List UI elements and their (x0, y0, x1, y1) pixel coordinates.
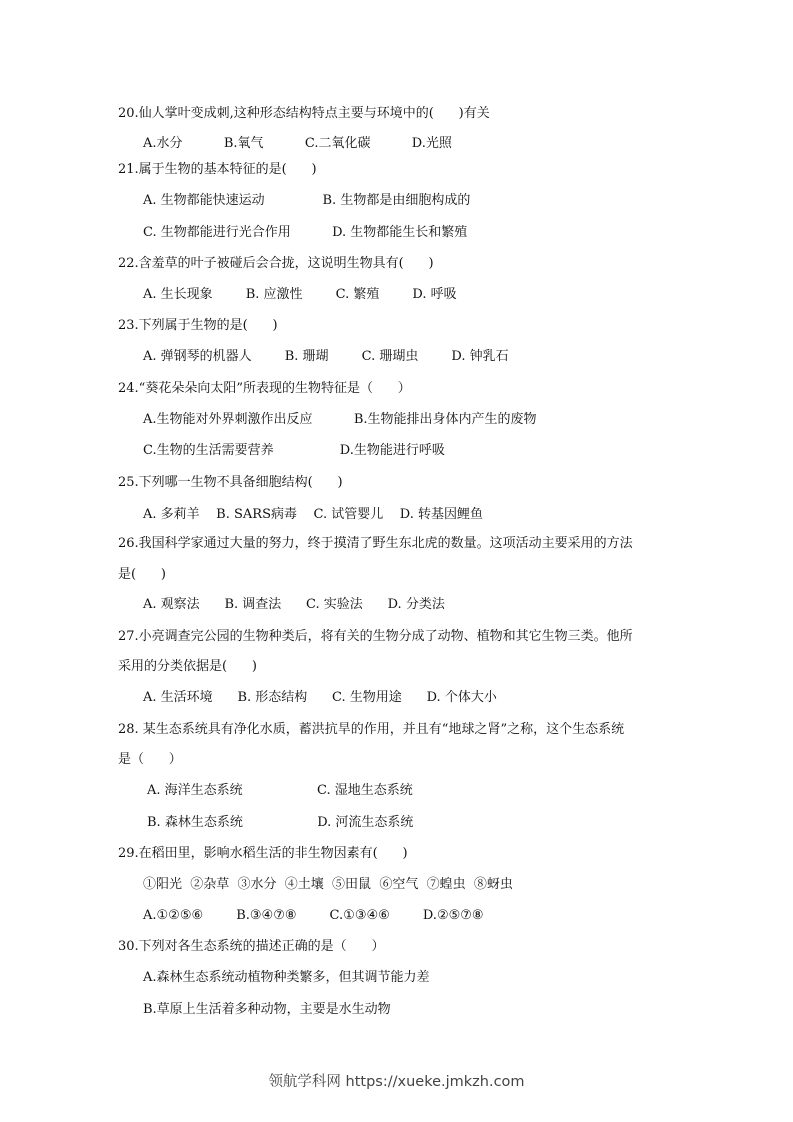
question-26-stem: 26.我国科学家通过大量的努力，终于摸清了野生东北虎的数量。这项活动主要采用的方法 (118, 536, 633, 551)
question-29-stem: 29.在稻田里，影响水稻生活的非生物因素有( ) (118, 846, 408, 861)
question-21-options-cd: C. 生物都能进行光合作用 D. 生物都能生长和繁殖 (143, 225, 468, 240)
question-28-stem-cont: 是（ ） (118, 752, 182, 767)
question-23-options: A. 弹钢琴的机器人 B. 珊瑚 C. 珊瑚虫 D. 钟乳石 (143, 349, 509, 364)
question-24-stem: 24.“葵花朵朵向太阳”所表现的生物特征是（ ） (118, 381, 411, 396)
question-21-stem: 21.属于生物的基本特征的是( ) (118, 162, 317, 177)
question-28-options-bd: B. 森林生态系统 D. 河流生态系统 (147, 815, 414, 830)
question-24-options-ab: A.生物能对外界刺激作出反应 B.生物能排出身体内产生的废物 (143, 412, 537, 427)
question-22-stem: 22.含羞草的叶子被碰后会合拢，这说明生物具有( ) (118, 256, 434, 271)
question-29-options: A.①②⑤⑥ B.③④⑦⑧ C.①③④⑥ D.②⑤⑦⑧ (143, 908, 484, 923)
question-21-options-ab: A. 生物都能快速运动 B. 生物都是由细胞构成的 (143, 193, 471, 208)
footer-watermark: 领航学科网 https://xueke.jmkzh.com (268, 1074, 525, 1090)
question-26-options: A. 观察法 B. 调查法 C. 实验法 D. 分类法 (143, 597, 445, 612)
question-27-options: A. 生活环境 B. 形态结构 C. 生物用途 D. 个体大小 (143, 690, 497, 705)
question-30-option-a: A.森林生态系统动植物种类繁多，但其调节能力差 (143, 970, 430, 985)
question-25-stem: 25.下列哪一生物不具备细胞结构( ) (118, 475, 343, 490)
question-27-stem-cont: 采用的分类依据是( ) (118, 659, 257, 674)
question-20-stem: 20.仙人掌叶变成刺,这种形态结构特点主要与环境中的( )有关 (118, 106, 490, 121)
question-20-options: A.水分 B.氧气 C.二氧化碳 D.光照 (143, 136, 452, 151)
question-22-options: A. 生长现象 B. 应激性 C. 繁殖 D. 呼吸 (143, 287, 457, 302)
question-27-stem: 27.小亮调查完公园的生物种类后，将有关的生物分成了动物、植物和其它生物三类。他所 (118, 629, 633, 644)
question-26-stem-cont: 是( ) (118, 567, 166, 582)
question-25-options: A. 多莉羊 B. SARS病毒 C. 试管婴儿 D. 转基因鲤鱼 (143, 507, 484, 522)
question-28-options-ac: A. 海洋生态系统 C. 湿地生态系统 (147, 783, 413, 798)
question-28-stem: 28. 某生态系统具有净化水质，蓄洪抗旱的作用，并且有“地球之肾”之称，这个生态系统 (118, 722, 625, 737)
question-30-stem: 30.下列对各生态系统的描述正确的是（ ） (118, 939, 385, 954)
question-29-factors: ①阳光 ②杂草 ③水分 ④土壤 ⑤田鼠 ⑥空气 ⑦蝗虫 ⑧蚜虫 (143, 877, 513, 892)
question-24-options-cd: C.生物的生活需要营养 D.生物能进行呼吸 (143, 443, 445, 458)
question-30-option-b: B.草原上生活着多种动物，主要是水生动物 (143, 1002, 391, 1017)
question-23-stem: 23.下列属于生物的是( ) (118, 318, 278, 333)
